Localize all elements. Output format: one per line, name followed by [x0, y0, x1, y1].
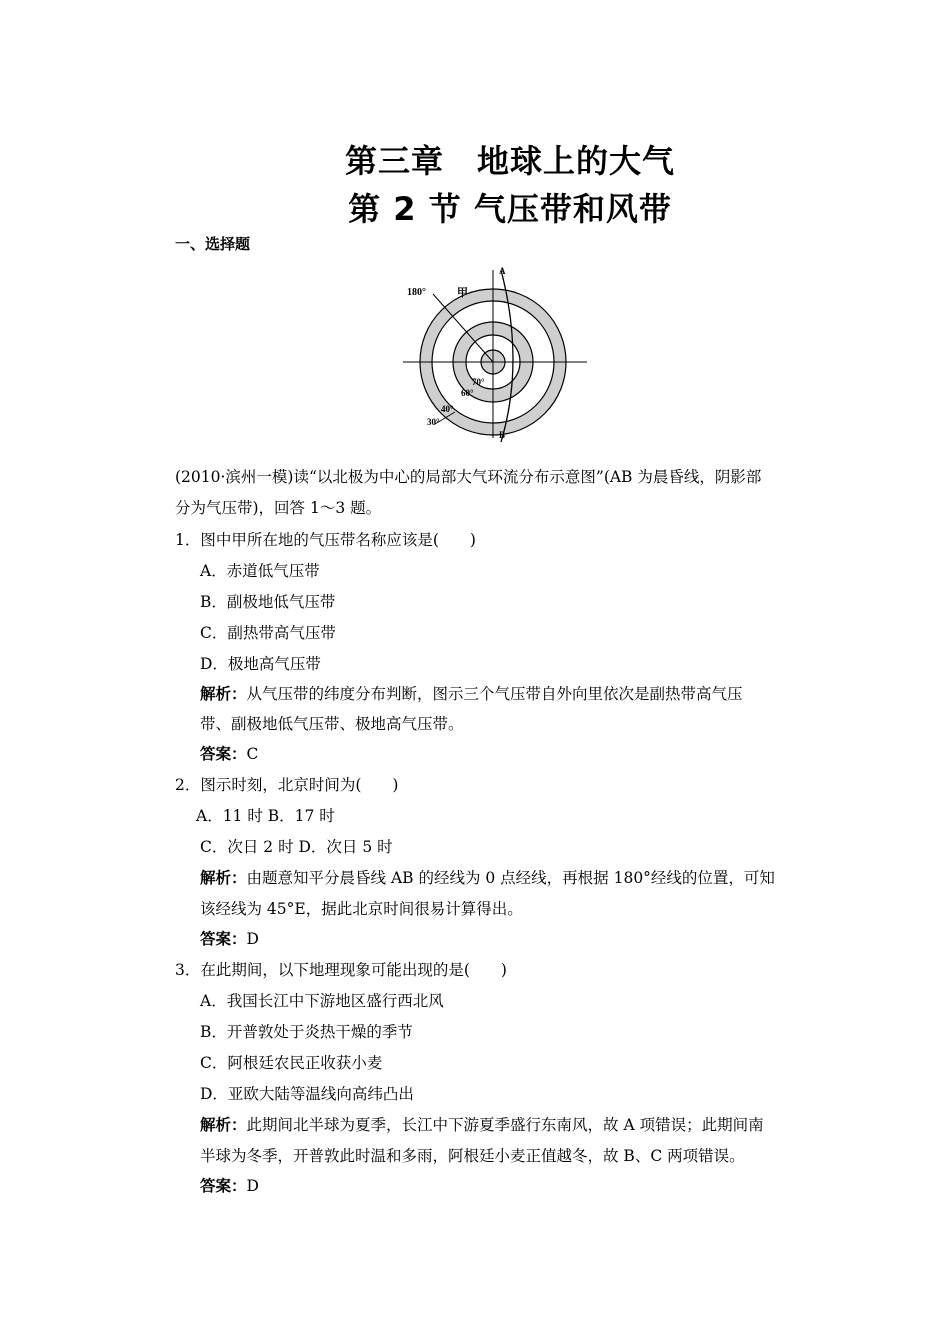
label-60: 60° — [461, 388, 474, 398]
q2-analysis-label: 解析： — [200, 869, 247, 887]
q3-analysis-label: 解析： — [200, 1116, 247, 1134]
q3-answer-label: 答案： — [200, 1177, 247, 1195]
q2-answer-value: D — [246, 930, 259, 948]
q3-answer — [200, 1176, 259, 1196]
q3-option-b: B．开普敦处于炎热干燥的季节 — [200, 1023, 413, 1041]
q2-options-ab: A．11 时 B．17 时 — [196, 807, 335, 825]
q2-analysis — [200, 868, 775, 888]
chapter-title: 第三章 地球上的大气 — [344, 142, 675, 180]
q2-analysis-text-2: 该经线为 45°E，据此北京时间很易计算得出。 — [200, 900, 523, 918]
q1-answer-value: C — [246, 745, 259, 763]
q1-option-d: D．极地高气压带 — [200, 655, 321, 673]
q1-analysis-label: 解析： — [200, 685, 247, 703]
intro-line-1: (2010·滨州一模)读“以北极为中心的局部大气环流分布示意图”(AB 为晨昏线，阴影部 — [175, 468, 762, 486]
label-40: 40° — [441, 404, 454, 414]
q1-analysis-text-2: 带、副极地低气压带、极地高气压带。 — [200, 715, 464, 733]
q3-analysis-text-2: 半球为冬季，开普敦此时温和多雨，阿根廷小麦正值越冬，故 B、C 两项错误。 — [200, 1147, 745, 1165]
q1-analysis — [200, 684, 743, 704]
label-180: 180° — [407, 287, 426, 298]
q1-option-c: C．副热带高气压带 — [200, 624, 336, 642]
question-3-stem: 3．在此期间，以下地理现象可能出现的是( ) — [175, 961, 507, 979]
label-jia: 甲 — [457, 287, 468, 299]
q3-analysis — [200, 1115, 764, 1135]
label-30: 30° — [427, 417, 440, 427]
circulation-diagram — [395, 262, 595, 442]
question-1-stem: 1．图中甲所在地的气压带名称应该是( ) — [175, 531, 476, 549]
q3-option-a: A．我国长江中下游地区盛行西北风 — [200, 992, 444, 1010]
q2-answer — [200, 929, 259, 949]
q3-answer-value: D — [246, 1177, 259, 1195]
q3-analysis-text-1: 此期间北半球为夏季，长江中下游夏季盛行东南风，故 A 项错误；此期间南 — [246, 1116, 764, 1134]
q2-options-cd: C．次日 2 时 D．次日 5 时 — [200, 838, 393, 856]
q1-answer-label: 答案： — [200, 745, 247, 763]
intro-line-2: 分为气压带)，回答 1～3 题。 — [175, 499, 382, 517]
q2-analysis-text-1: 由题意知平分晨昏线 AB 的经线为 0 点经线，再根据 180°经线的位置，可知 — [246, 869, 775, 887]
section-heading: 一、选择题 — [175, 235, 251, 253]
q1-option-b: B．副极地低气压带 — [200, 593, 336, 611]
section-title: 第 2 节 气压带和风带 — [348, 190, 672, 228]
q2-answer-label: 答案： — [200, 930, 247, 948]
q3-option-d: D．亚欧大陆等温线向高纬凸出 — [200, 1085, 414, 1103]
q3-option-c: C．阿根廷农民正收获小麦 — [200, 1054, 383, 1072]
label-70: 70° — [472, 377, 485, 387]
label-a: A — [499, 266, 506, 276]
q1-option-a: A．赤道低气压带 — [200, 562, 320, 580]
label-b: B — [499, 430, 506, 440]
question-2-stem: 2．图示时刻，北京时间为( ) — [175, 776, 399, 794]
q1-analysis-text-1: 从气压带的纬度分布判断，图示三个气压带自外向里依次是副热带高气压 — [246, 685, 743, 703]
q1-answer — [200, 744, 258, 764]
